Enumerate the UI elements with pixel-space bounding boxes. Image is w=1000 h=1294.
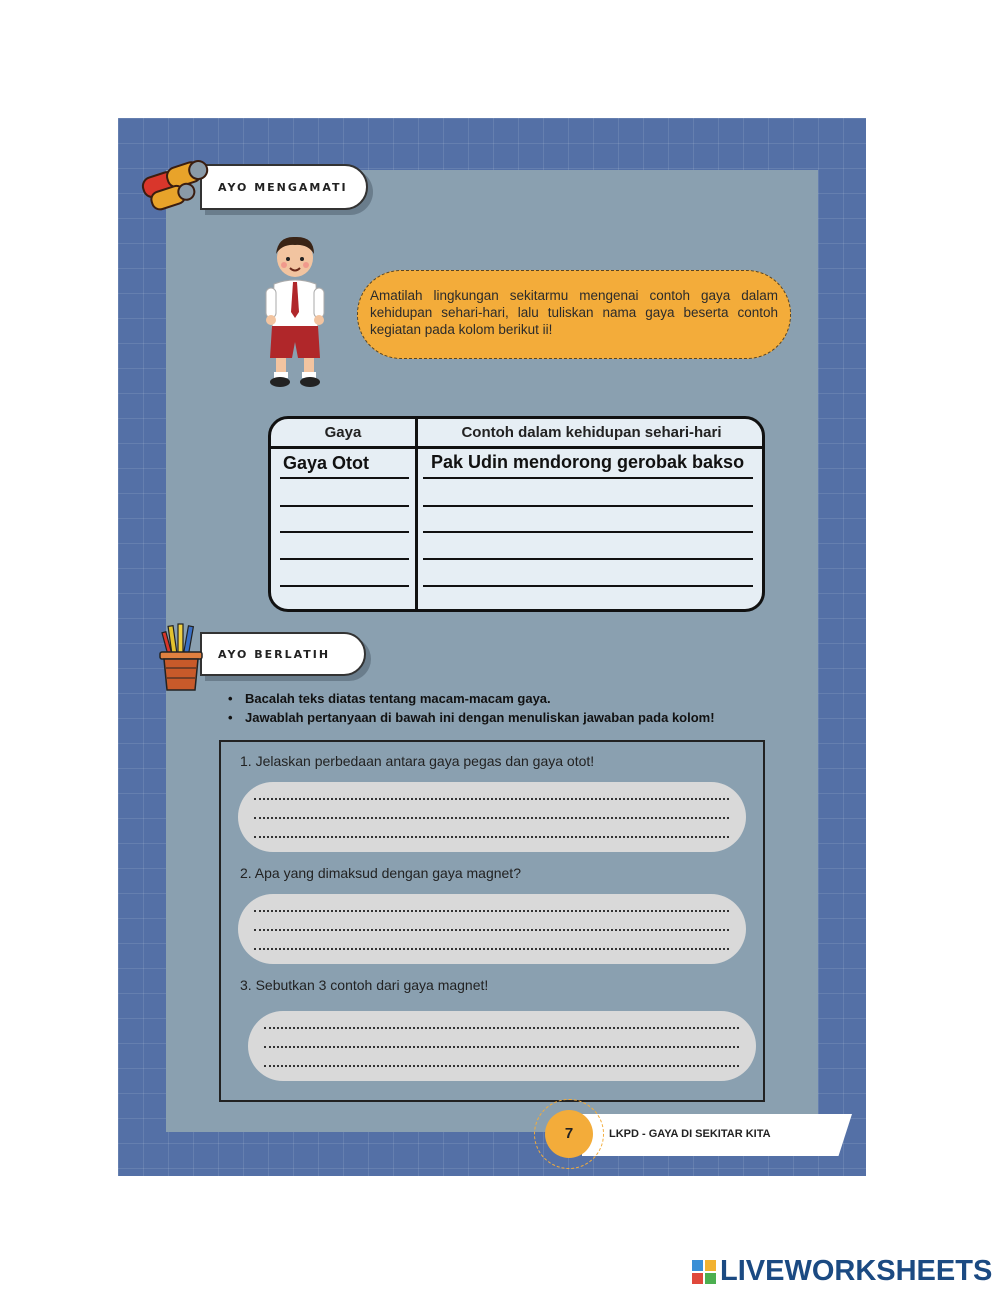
pencil-cup-icon [156, 620, 208, 692]
table-cell-gaya-1[interactable]: Gaya Otot [283, 453, 370, 473]
answer-line [254, 798, 729, 800]
question-3: 3. Sebutkan 3 contoh dari gaya magnet! [240, 977, 489, 993]
instruction-item: • Jawablah pertanyaan di bawah ini dengan menuliskan jawaban pada kolom! [228, 709, 788, 728]
answer-line [254, 817, 729, 819]
answer-line-contoh-1 [423, 477, 753, 479]
answer-line [254, 836, 729, 838]
answer-line-contoh-4[interactable] [423, 558, 753, 560]
answer-box-1[interactable] [238, 782, 746, 852]
answer-line [264, 1065, 739, 1067]
liveworksheets-logo[interactable] [692, 1255, 992, 1288]
instruction-list [228, 690, 788, 727]
answer-line [264, 1027, 739, 1029]
answer-line-contoh-5[interactable] [423, 585, 753, 587]
answer-line [254, 910, 729, 912]
section-title-observe-text: AYO MENGAMATI [218, 180, 348, 194]
answer-line-gaya-4[interactable] [280, 558, 409, 560]
answer-line-contoh-2[interactable] [423, 505, 753, 507]
answer-line [264, 1046, 739, 1048]
table-header-gaya: Gaya [324, 424, 362, 441]
question-2: 2. Apa yang dimaksud dengan gaya magnet? [240, 865, 521, 881]
student-boy-illustration [258, 232, 332, 392]
liveworksheets-logo-icon [692, 1260, 716, 1284]
answer-box-2[interactable] [238, 894, 746, 964]
answer-box-3[interactable] [248, 1011, 756, 1081]
answer-line-gaya-5[interactable] [280, 585, 409, 587]
instruction-bubble [357, 270, 791, 359]
instruction-text: Amatilah lingkungan sekitarmu mengenai contoh gaya dalam kehidupan sehari-hari, lalu tuliskan nama gaya beserta contoh kegiatan pada kolom berikut ii! [370, 288, 778, 337]
observation-table [268, 416, 765, 612]
answer-line-contoh-3[interactable] [423, 531, 753, 533]
table-header-divider [271, 446, 762, 449]
question-1: 1. Jelaskan perbedaan antara gaya pegas dan gaya otot! [240, 753, 595, 769]
section-title-practice [200, 632, 366, 676]
answer-line-gaya-2[interactable] [280, 505, 409, 507]
answer-line-gaya-3[interactable] [280, 531, 409, 533]
table-header-contoh: Contoh dalam kehidupan sehari-hari [461, 424, 722, 441]
section-title-practice-text: AYO BERLATIH [218, 647, 331, 661]
answer-line-gaya-1 [280, 477, 409, 479]
footer-title: LKPD - GAYA DI SEKITAR KITA [609, 1128, 771, 1140]
page-number: 7 [545, 1110, 593, 1158]
answer-line [254, 948, 729, 950]
instruction-item: • Bacalah teks diatas tentang macam-macam gaya. [228, 690, 788, 709]
table-cell-contoh-1[interactable]: Pak Udin mendorong gerobak bakso [431, 452, 745, 472]
liveworksheets-logo-text: LIVEWORKSHEETS [720, 1255, 993, 1287]
binoculars-icon [134, 158, 216, 214]
section-title-observe [200, 164, 368, 210]
answer-line [254, 929, 729, 931]
